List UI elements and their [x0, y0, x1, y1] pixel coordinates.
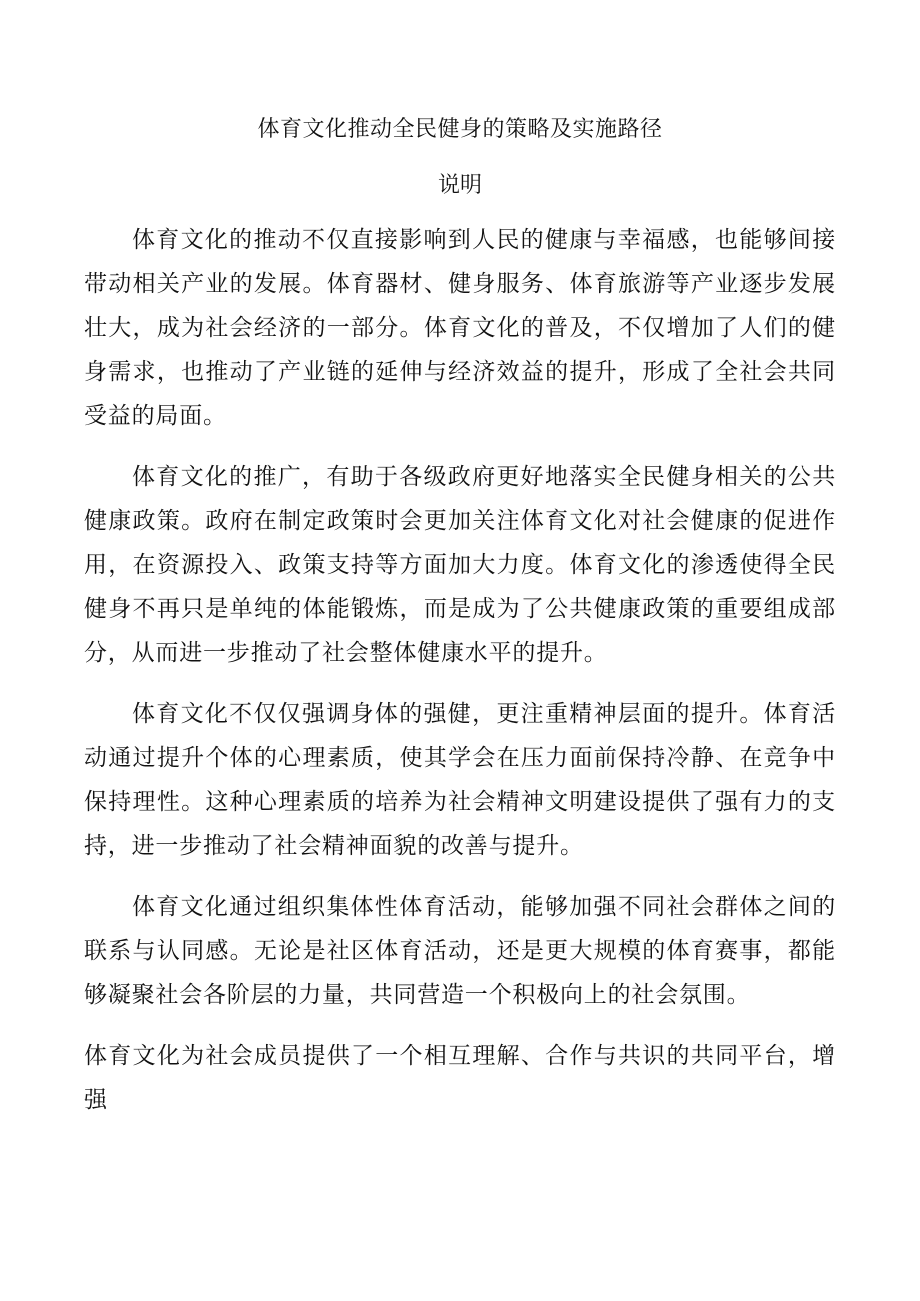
paragraph: 体育文化的推广，有助于各级政府更好地落实全民健身相关的公共健康政策。政府在制定政策时会更加关注体育文化对社会健康的促进作用，在资源投入、政策支持等方面加大力度。体育文化的渗透使得全民健身不再只是单纯的体能锻炼，而是成为了公共健康政策的重要组成部分，从而进一步推动了社会整体健康水平的提升。: [84, 464, 836, 666]
paragraph: 体育文化为社会成员提供了一个相互理解、合作与共识的共同平台，增强: [84, 1043, 836, 1113]
document-subtitle: 说明: [437, 173, 482, 198]
document-title: 体育文化推动全民健身的策略及实施路径: [257, 117, 663, 142]
paragraph: 体育文化的推动不仅直接影响到人民的健康与幸福感，也能够间接带动相关产业的发展。体育器材、健身服务、体育旅游等产业逐步发展壮大，成为社会经济的一部分。体育文化的普及，不仅增加了人们的健身需求，也推动了产业链的延伸与经济效益的提升，形成了全社会共同受益的局面。: [84, 227, 836, 429]
paragraph: 体育文化不仅仅强调身体的强健，更注重精神层面的提升。体育活动通过提升个体的心理素质，使其学会在压力面前保持冷静、在竞争中保持理性。这种心理素质的培养为社会精神文明建设提供了强有力的支持，进一步推动了社会精神面貌的改善与提升。: [84, 701, 836, 859]
document-body: [84, 218, 836, 1139]
paragraph: 体育文化通过组织集体性体育活动，能够加强不同社会群体之间的联系与认同感。无论是社区体育活动，还是更大规模的体育赛事，都能够凝聚社会各阶层的力量，共同营造一个积极向上的社会氛围。: [84, 894, 836, 1008]
